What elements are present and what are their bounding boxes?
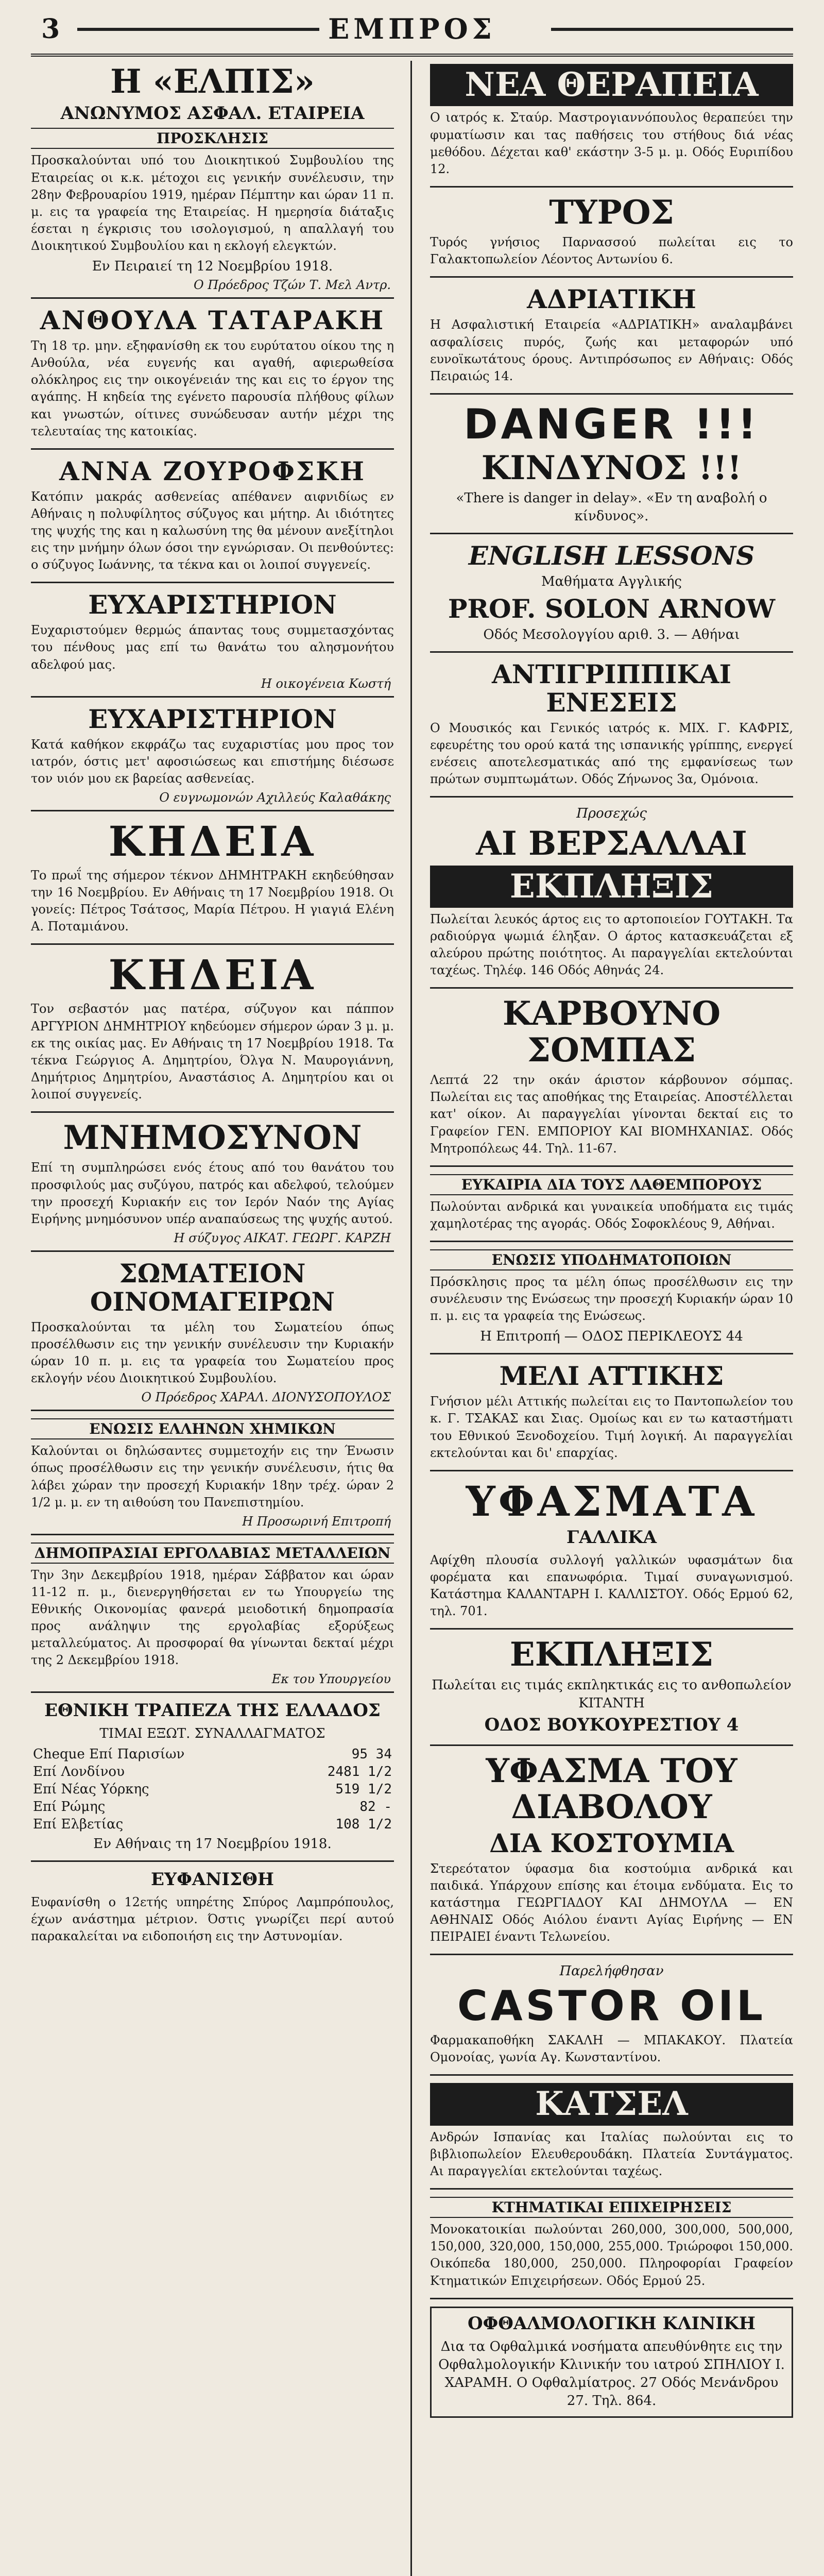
ad-devil-fabric — [430, 1753, 793, 1955]
ad-body: Μονοκατοικίαι πωλούνται 260,000, 300,000, 500,000, 150,000, 320,000, 150,000, 255,000. Τριώροφοι 150,000. Οικόπεδα 180,000, 250,000. Πληροφορίαι Γραφείον Κτηματικών Επιχειρήσεων. Οδός Ερμού 25. — [430, 2222, 793, 2288]
mining-auction-notice — [31, 1543, 394, 1693]
page-number: 3 — [41, 13, 60, 45]
notice-title: ΣΩΜΑΤΕΙΟΝ ΟΙΝΟΜΑΓΕΙΡΩΝ — [90, 1258, 335, 1317]
ad-heading: ΕΚΠΛΗΞΙΣ — [430, 866, 793, 908]
thanks-notice-1 — [31, 590, 394, 697]
chemists-union-notice — [31, 1418, 394, 1535]
ad-body: Αφίχθη πλουσία συλλογή γαλλικών υφασμάτων δια φορέματα και επανωφόρια. Τιμαί συναγωνισμού. Κατάστημα ΚΑΛΑΝΤΑΡΗ Ι. ΚΑΛΛΙΣΤΟΥ. Οδός Ερμού 62, τηλ. 701. — [430, 1552, 793, 1619]
masthead-ornament-right — [551, 28, 793, 31]
ad-title: ΑΙ ΒΕΡΣΑΛΛΑΙ — [476, 824, 747, 863]
rate-label: Cheque Επί Παρισίων — [33, 1746, 185, 1762]
notice-body: Κατόπιν μακράς ασθενείας απέθανεν αιφνιδίως εν Αθήναις η πολυφίλητος σύζυγος και μήτηρ. Αι ιδιότητες της ψυχής της και η καλωσύνη της θα μένουν ανεξίτηλοι εις την μνήμην όλων όσοι την εγνώρισαν. Οι πενθούντες: ο σύζυγος Ιωάννης, τα τέκνα και οι λοιποί συγγενείς. — [31, 489, 394, 572]
ad-title: ENGLISH LESSONS — [468, 540, 755, 571]
ad-stove-coal — [430, 996, 793, 1166]
notice-signature: Η σύζυγος ΑΙΚΑΤ. ΓΕΩΡΓ. ΚΑΡΖΗ — [174, 1230, 391, 1245]
notice-title: ΕΥΧΑΡΙΣΤΗΡΙΟΝ — [88, 703, 337, 734]
ad-subtitle: Προσεχώς — [576, 806, 647, 822]
rate-value: 2481 1/2 — [327, 1764, 392, 1780]
ad-versailles-bakery — [430, 805, 793, 989]
ad-antiflu-injections — [430, 660, 793, 798]
ad-castor-oil — [430, 1962, 793, 2076]
notice-body: Ευχαριστούμεν θερμώς άπαντας τους συμμετασχόντας του πένθους μας επί τω θανάτω του αλησμονήτου αδελφού μας. — [31, 623, 394, 672]
funeral-notice-1 — [31, 819, 394, 945]
notice-heading: ΠΡΟΣΚΛΗΣΙΣ — [31, 128, 394, 149]
notice-signature: Η οικογένεια Κωστή — [261, 676, 391, 691]
memorial-notice — [31, 1120, 394, 1252]
ad-english-lessons — [430, 541, 793, 652]
ad-new-therapy — [430, 64, 793, 188]
rates-table — [31, 1745, 394, 1833]
ad-body: Πωλείται εις τιμάς εκπληκτικάς εις το ανθοπωλείον ΚΙΤΑΝΤΗ — [432, 1677, 792, 1711]
table-row — [31, 1798, 394, 1816]
ad-body: Τυρός γνήσιος Παρνασσού πωλείται εις το Γαλακτοπωλείον Λέοντος Αντωνίου 6. — [430, 235, 793, 267]
ad-title: ΕΥΚΑΙΡΙΑ ΔΙΑ ΤΟΥΣ ΛΑΘΕΜΠΟΡΟΥΣ — [430, 1174, 793, 1195]
ad-body: Στερεότατον ύφασμα δια κοστούμια ανδρικά και παιδικά. Υπάρχουν επίσης και έτοιμα ενδύματα. Εις το κατάστημα ΓΕΩΡΓΙΑΔΟΥ ΚΑΙ ΔΗΜΟΥΛΑ — ΕΝ ΑΘΗΝΑΙΣ Οδός Αιόλου έναντι Αγίας Ειρήνης — ΕΝ ΠΕΙΡΑΙΕΙ έναντι Τελωνείου. — [430, 1861, 793, 1944]
notice-title: ΕΝΩΣΙΣ ΕΛΛΗΝΩΝ ΧΗΜΙΚΩΝ — [31, 1418, 394, 1439]
notice-date: Εν Αθήναις τη 17 Νοεμβρίου 1918. — [93, 1836, 332, 1852]
ad-french-fabrics — [430, 1479, 793, 1630]
ad-title: CASTOR OIL — [457, 1982, 766, 2030]
table-row — [31, 1745, 394, 1763]
ad-body: Ο ιατρός κ. Σταύρ. Μαστρογιαννόπουλος θεραπεύει την φυματίωσιν και τας παθήσεις του στήθους διά νέας μεθόδου. Δέχεται καθ' εκάστην 3-5 μ. μ. Οδός Ευριπίδου 12. — [430, 110, 793, 176]
ad-kitanti — [430, 1637, 793, 1746]
rate-value: 519 1/2 — [335, 1781, 392, 1797]
cooks-union-notice — [31, 1259, 394, 1411]
notice-title: ΕΘΝΙΚΗ ΤΡΑΠΕΖΑ ΤΗΣ ΕΛΛΑΔΟΣ — [44, 1700, 381, 1721]
table-row — [31, 1781, 394, 1798]
ad-title: ΚΑΤΣΕΛ — [430, 2083, 793, 2125]
ad-subtitle: ΓΑΛΛΙΚΑ — [566, 1527, 657, 1548]
ad-title: DANGER !!! — [464, 400, 760, 448]
notice-title: ΔΗΜΟΠΡΑΣΙΑΙ ΕΡΓΟΛΑΒΙΑΣ ΜΕΤΑΛΛΕΙΩΝ — [31, 1543, 394, 1564]
masthead-bar — [31, 10, 793, 57]
obituary-zourofski — [31, 457, 394, 584]
notice-date: Εν Πειραιεί τη 12 Νοεμβρίου 1918. — [92, 259, 333, 275]
rate-label: Επί Ελβετίας — [33, 1816, 124, 1832]
ad-bargain-shoes — [430, 1174, 793, 1242]
notice-title: ΚΗΔΕΙΑ — [108, 951, 317, 999]
ad-body: «There is danger in delay». «Εν τη αναβολή ο κίνδυνος». — [456, 490, 767, 524]
rate-label: Επί Ρώμης — [33, 1799, 106, 1815]
notice-title: Η «ΕΛΠΙΣ» — [110, 62, 315, 101]
ad-subtitle: Μαθήματα Αγγλικής — [541, 574, 682, 590]
notice-body: Την 3ην Δεκεμβρίου 1918, ημέραν Σάββατον και ώραν 11-12 π. μ., διενεργηθήσεται εν τω Υπουργείω της Εθνικής Οικονομίας φανερά μειοδοτική δημοπρασία προς ανάληψιν της εργολαβίας εξορύξεως μεταλλεύματος. Αι προσφοραί θα γίνωνται δεκταί μέχρι της 2 Δεκεμβρίου 1918. — [31, 1567, 394, 1668]
ad-title: ΟΦΘΑΛΜΟΛΟΓΙΚΗ ΚΛΙΝΙΚΗ — [468, 2313, 756, 2334]
ad-eye-clinic — [430, 2307, 793, 2418]
ad-title: ΑΔΡΙΑΤΙΚΗ — [527, 284, 696, 315]
ad-body: Πωλούνται ανδρικά και γυναικεία υποδήματα εις τιμάς χαμηλοτέρας της αγοράς. Οδός Σοφοκλέους 9, Αθήναι. — [430, 1199, 793, 1231]
ad-address: Η Επιτροπή — ΟΔΟΣ ΠΕΡΙΚΛΕΟΥΣ 44 — [480, 1329, 743, 1345]
notice-title: ΑΝΘΟΥΛΑ ΤΑΤΑΡΑΚΗ — [40, 305, 385, 336]
masthead-title: ΕΜΠΡΟΣ — [328, 12, 496, 45]
rate-label: Επί Νέας Υόρκης — [33, 1781, 149, 1797]
notice-body: Ευφανίσθη ο 12ετής υπηρέτης Σπύρος Λαμπρόπουλος, έχων ανάστημα μέτριον. Όστις γνωρίζει περί αυτού παρακαλείται να ειδοποιήση εις την Αστυνομίαν. — [31, 1894, 394, 1943]
right-column — [430, 61, 793, 2576]
ad-body: Η Ασφαλιστική Εταιρεία «ΑΔΡΙΑΤΙΚΗ» αναλαμβάνει ασφαλίσεις πυρός, ζωής και μεταφορών υπό ευνοϊκωτάτους όρους. Αντιπρόσωπος εν Αθήναις: Οδός Πειραιώς 14. — [430, 317, 793, 383]
ad-body: Φαρμακαποθήκη ΣΑΚΑΛΗ — ΜΠΑΚΑΚΟΥ. Πλατεία Ομονοίας, γωνία Αγ. Κωνσταντίνου. — [430, 2033, 793, 2065]
notice-signature: Ο ευγνωμονών Αχιλλεύς Καλαθάκης — [159, 790, 391, 805]
notice-title: ΑΝΝΑ ΖΟΥΡΟΦΣΚΗ — [59, 455, 366, 486]
notice-body: Προσκαλούνται υπό του Διοικητικού Συμβουλίου της Εταιρείας οι κ.κ. μέτοχοι εις γενικήν συνέλευσιν, την 28ην Φεβρουαρίου 1919, ημέραν Πέμπτην και ώραν 11 π. μ. εις τα γραφεία της Εταιρείας. Η ημερησία διάταξις έσεται η έγκρισις του ισολογισμού, η απαλλαγή του Διοικητικού Συμβουλίου και η εκλογή ελεγκτών. — [31, 153, 394, 253]
missing-person-notice — [31, 1869, 394, 1953]
rate-value: 95 34 — [351, 1746, 392, 1762]
notice-body: Κατά καθήκον εκφράζω τας ευχαριστίας μου προς τον ιατρόν, όστις μετ' αφοσιώσεως και επιστήμης διέσωσε τον υιόν μου εκ βαρείας ασθενείας. — [31, 737, 394, 786]
ad-body: Λεπτά 22 την οκάν άριστον κάρβουνον σόμπας. Πωλείται εις τας αποθήκας της Εταιρείας. Αποστέλλεται κατ' οίκον. Αι παραγγελίαι γίνονται δεκταί εις το Γραφείον ΓΕΝ. ΕΜΠΟΡΙΟΥ ΚΑΙ ΒΙΟΜΗΧΑΝΙΑΣ. Οδός Μητροπόλεως 44. Τηλ. 11-67. — [430, 1073, 793, 1156]
ad-body: Γνήσιον μέλι Αττικής πωλείται εις το Παντοπωλείον του κ. Γ. ΤΣΑΚΑΣ και Σιας. Ομοίως και εν τω καταστήματι του Εθνικού Ξενοδοχείου. Τιμή λογική. Αι παραγγελίαι εκτελούνται και δι' επαρχίας. — [430, 1394, 793, 1460]
notice-signature: Ο Πρόεδρος Τζών Τ. Μελ Αντρ. — [193, 278, 391, 293]
ad-real-estate — [430, 2197, 793, 2299]
national-bank-rates — [31, 1700, 394, 1861]
ad-address: Οδός Μεσολογγίου αριθ. 3. — Αθήναι — [483, 626, 740, 642]
notice-body: Το πρωΐ της σήμερον τέκνον ΔΗΜΗΤΡΑΚΗ εκηδεύθησαν την 16 Νοεμβρίου. Εν Αθήναις τη 17 Νοεμβρίου 1918. Οι γονείς: Πέτρος Τσάτσος, Μαρία Πέτρου. Η γιαγιά Ελένη Α. Ποταμιάνου. — [31, 868, 394, 934]
ad-title: ΤΥΡΟΣ — [549, 193, 674, 232]
ad-adriatiki — [430, 285, 793, 394]
notice-signature: Εκ του Υπουργείου — [271, 1672, 391, 1687]
table-row — [31, 1763, 394, 1781]
rate-value: 82 - — [359, 1799, 392, 1815]
ad-shoemakers-union — [430, 1249, 793, 1354]
column-divider — [410, 61, 412, 2576]
ad-katsel — [430, 2083, 793, 2190]
ad-title: ΝΕΑ ΘΕΡΑΠΕΙΑ — [430, 64, 793, 106]
table-row — [31, 1816, 394, 1833]
masthead-ornament-left — [77, 28, 319, 31]
funeral-notice-2 — [31, 952, 394, 1113]
notice-body: Τη 18 τρ. μην. εξηφανίσθη εκ του ευρύτατου οίκου της η Ανθούλα, νέα ευγενής και αγαθή, αφιερωθείσα ολόκληρος εις την οικογένειάν της και εις το έργον της αγάπης. Η κηδεία της εγένετο παρουσία πλήθους φίλων και γνωστών, οίτινες συνώδευσαν αυτήν μέχρι της τελευταίας της κατοικίας. — [31, 338, 394, 438]
notice-signature: Η Προσωρινή Επιτροπή — [242, 1514, 391, 1529]
notice-body: Τον σεβαστόν μας πατέρα, σύζυγον και πάππον ΑΡΓΥΡΙΟΝ ΔΗΜΗΤΡΙΟΥ κηδεύομεν σήμερον ώραν 3 μ. μ. εκ της οικίας μας. Εν Αθήναις τη 17 Νοεμβρίου 1918. Τα τέκνα Γεώργιος Α. Δημητρίου, Όλγα Ν. Μαυρογιάννη, Δημήτριος Δημητρίου, Αναστάσιος Α. Δημητρίου και οι λοιποί συγγενείς. — [31, 1002, 394, 1101]
ad-address: ΟΔΟΣ ΒΟΥΚΟΥΡΕΣΤΙΟΥ 4 — [484, 1714, 739, 1735]
ad-title: ΚΤΗΜΑΤΙΚΑΙ ΕΠΙΧΕΙΡΗΣΕΙΣ — [430, 2197, 793, 2218]
ad-title: ΕΚΠΛΗΞΙΣ — [509, 1635, 714, 1674]
rate-label: Επί Λονδίνου — [33, 1764, 125, 1780]
notice-body: Επί τη συμπληρώσει ενός έτους από του θανάτου του προσφιλούς μας συζύγου, πατρός και αδελφού, τελούμεν την προσεχή Κυριακήν εις τον Ιερόν Ναόν της Αγίας Ειρήνης μνημόσυνον υπέρ αναπαύσεως της ψυχής αυτού. — [31, 1160, 394, 1226]
ad-title: ΥΦΑΣΜΑΤΑ — [466, 1477, 758, 1526]
notice-title: ΕΥΦΑΝΙΣΘΗ — [151, 1869, 274, 1890]
ad-subtitle: ΚΙΝΔΥΝΟΣ !!! — [481, 448, 742, 487]
ad-subtitle: ΔΙΑ ΚΟΣΤΟΥΜΙΑ — [489, 1827, 734, 1858]
notice-title: ΚΗΔΕΙΑ — [108, 817, 317, 866]
ad-title: ΜΕΛΙ ΑΤΤΙΚΗΣ — [499, 1361, 724, 1392]
notice-title: ΜΝΗΜΟΣΥΝΟΝ — [63, 1118, 362, 1158]
notice-body: Καλούνται οι δηλώσαντες συμμετοχήν εις την Ένωσιν όπως προσέλθωσιν εις την γενικήν συνέλευσιν, ήτις θα λάβει χώραν την προσεχή Κυριακήν 18ην τρέχ. ώραν 2 1/2 μ. μ. εν τη αιθούση του Πανεπιστημίου. — [31, 1444, 394, 1510]
notice-body: Προσκαλούνται τα μέλη του Σωματείου όπως προσέλθωσιν εις την γενικήν συνέλευσιν την Κυριακήν ώραν 10 π. μ. εις τα γραφεία του Σωματείου προς εκλογήν νέου Διοικητικού Συμβουλίου. — [31, 1319, 394, 1386]
thanks-notice-2 — [31, 705, 394, 811]
ad-body: Δια τα Οφθαλμικά νοσήματα απευθύνθητε εις την Οφθαλμολογικήν Κλινικήν του ιατρού ΣΠΗΛΙΟΥ Ι. ΧΑΡΑΜΗ. Ο Οφθαλμίατρος. 27 Οδός Μενάνδρου 27. Τηλ. 864. — [438, 2338, 785, 2409]
notice-elpis — [31, 64, 394, 299]
obituary-tataraki — [31, 306, 394, 450]
ad-title: ΑΝΤΙΓΡΙΠΠΙΚΑΙ ΕΝΕΣΕΙΣ — [491, 658, 732, 718]
ad-subtitle: Παρελήφθησαν — [559, 1963, 664, 1979]
rate-value: 108 1/2 — [335, 1816, 392, 1832]
left-column — [31, 61, 394, 2576]
ad-title: ΥΦΑΣΜΑ ΤΟΥ ΔΙΑΒΟΛΟΥ — [486, 1751, 737, 1827]
ad-cheese — [430, 195, 793, 278]
ad-body: Ο Μουσικός και Γενικός ιατρός κ. ΜΙΧ. Γ. ΚΑΦΡΙΣ, εφευρέτης του ορού κατά της ισπανικής γρίππης, ενεργεί ενέσεις αποτελεσματικάς από της εμφανίσεως των πρώτων συμπτωμάτων. Οδός Ζήνωνος 3α, Ομόνοια. — [430, 720, 793, 786]
ad-title: ΚΑΡΒΟΥΝΟ ΣΟΜΠΑΣ — [502, 994, 721, 1070]
notice-subtitle: ΑΝΩΝΥΜΟΣ ΑΣΦΑΛ. ΕΤΑΙΡΕΙΑ — [60, 103, 365, 124]
ad-danger — [430, 402, 793, 535]
ad-body: Πρόσκλησις προς τα μέλη όπως προσέλθωσιν εις την συνέλευσιν της Ενώσεως την προσεχή Κυριακήν ώραν 10 π. μ. εις τα γραφεία της Ενώσεως. — [430, 1274, 793, 1324]
ad-title: ΕΝΩΣΙΣ ΥΠΟΔΗΜΑΤΟΠΟΙΩΝ — [430, 1249, 793, 1270]
ad-body: PROF. SOLON ARNOW — [448, 593, 776, 624]
ad-attica-honey — [430, 1362, 793, 1471]
ad-body: Ανδρών Ισπανίας και Ιταλίας πωλούνται εις το βιβλιοπωλείον Ελευθερουδάκη. Πλατεία Συντάγματος. Αι παραγγελίαι εκτελούνται ταχέως. — [430, 2129, 793, 2179]
ad-body: Πωλείται λευκός άρτος εις το αρτοποιείον ΓΟΥΤΑΚΗ. Τα ραδιούργα ψωμιά έληξαν. Ο άρτος κατασκευάζεται εξ αλεύρου πρώτης ποιότητος. Αι παραγγελίαι εκτελούνται ταχέως. Τηλέφ. 146 Οδός Αθηνάς 24. — [430, 911, 793, 978]
notice-title: ΕΥΧΑΡΙΣΤΗΡΙΟΝ — [88, 589, 337, 620]
notice-signature: Ο Πρόεδρος ΧΑΡΑΛ. ΔΙΟΝΥΣΟΠΟΥΛΟΣ — [141, 1390, 391, 1405]
rates-table-title: ΤΙΜΑΙ ΕΞΩΤ. ΣΥΝΑΛΛΑΓΜΑΤΟΣ — [99, 1726, 325, 1742]
